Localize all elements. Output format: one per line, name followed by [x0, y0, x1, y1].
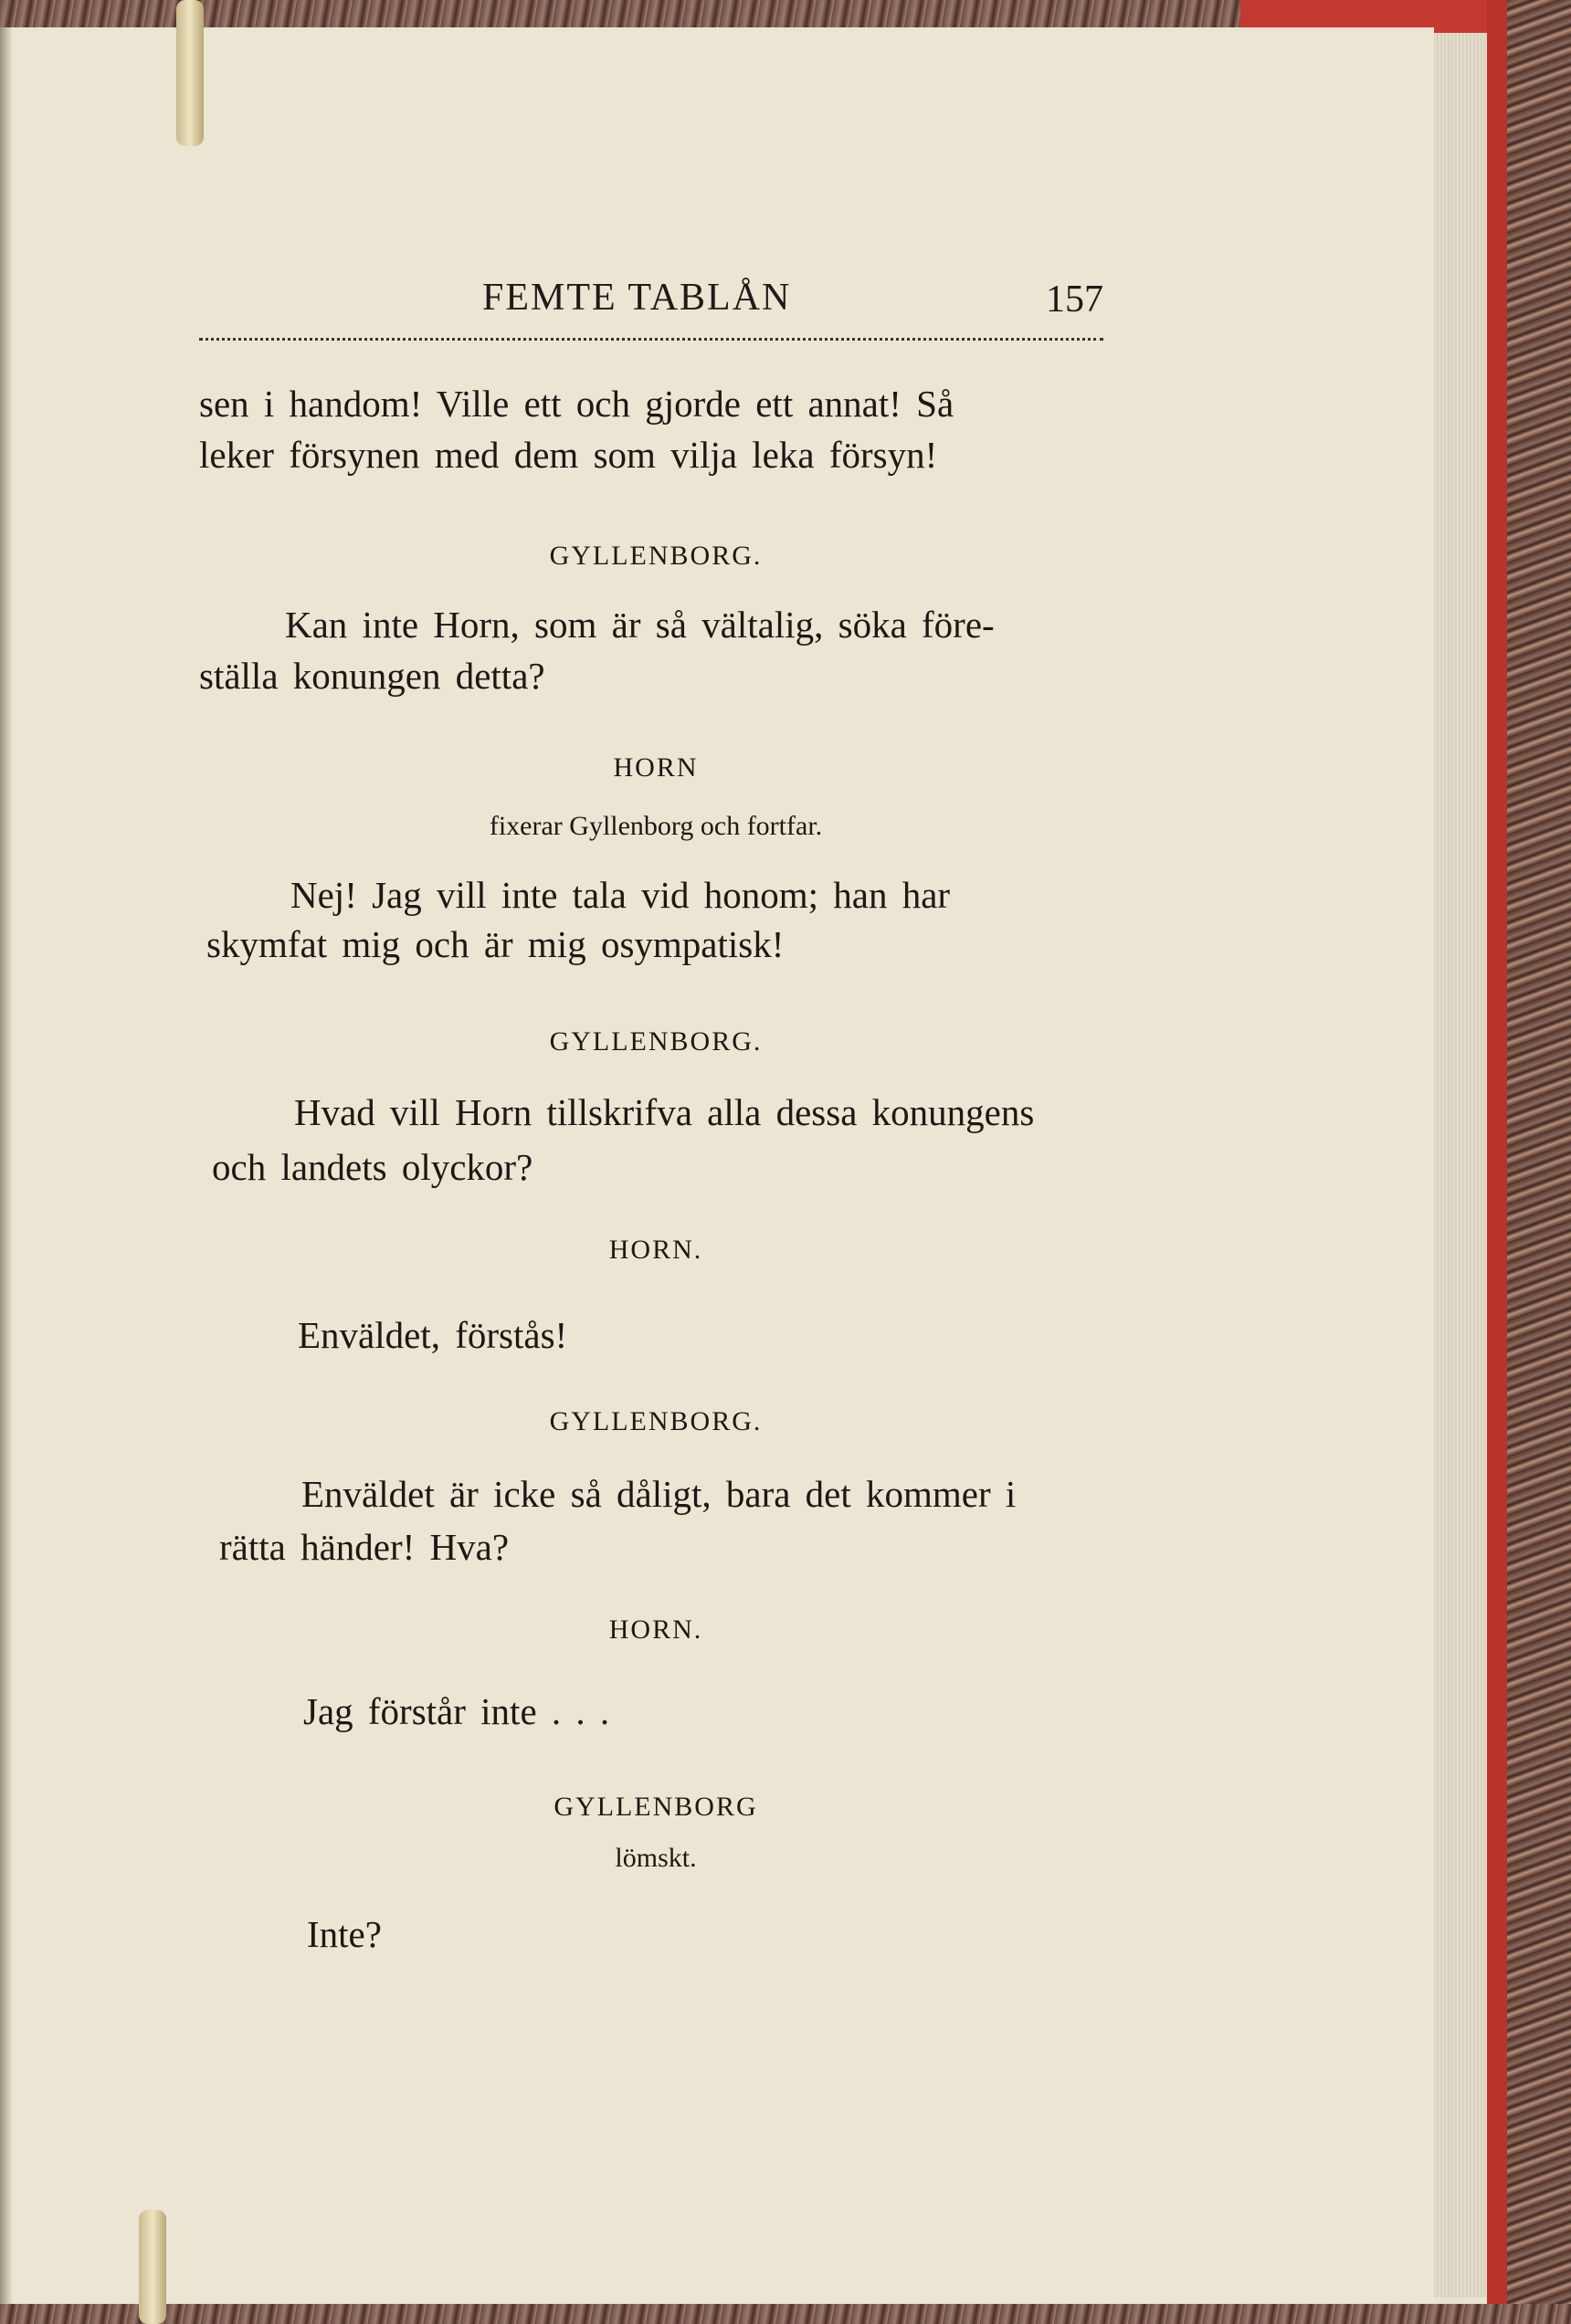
book-cover-bottom	[0, 2304, 1571, 2324]
page-gutter-shadow	[0, 27, 13, 2304]
speaker-name: GYLLENBORG.	[549, 1406, 763, 1436]
book-cover-edge	[1507, 0, 1571, 2324]
text-line: Inte?	[307, 1913, 382, 1955]
text-line: leker försynen med dem som vilja leka försyn!	[199, 434, 938, 476]
speaker-name: GYLLENBORG.	[549, 1026, 763, 1057]
speaker-name: HORN	[613, 752, 699, 783]
running-header	[199, 270, 1103, 325]
text-line: ställa konungen detta?	[199, 655, 545, 697]
running-title: FEMTE TABLÅN	[482, 277, 792, 319]
header-rule	[199, 338, 1103, 341]
speaker-name: HORN.	[608, 1235, 703, 1265]
text-line: Jag förstår inte . . .	[303, 1690, 610, 1732]
text-line: sen i handom! Ville ett och gjorde ett annat! Så	[199, 383, 954, 425]
text-line: Kan inte Horn, som är så vältalig, söka före-	[285, 604, 995, 646]
speaker-name: GYLLENBORG.	[549, 541, 763, 571]
stage-direction: lömskt.	[615, 1843, 697, 1873]
page-number: 157	[1046, 279, 1103, 321]
text-line: Enväldet, förstås!	[298, 1314, 568, 1356]
book-cover-red-edge	[1487, 0, 1507, 2324]
speaker-name: HORN.	[608, 1614, 703, 1645]
text-line: skymfat mig och är mig osympatisk!	[206, 923, 785, 965]
stage-direction: fixerar Gyllenborg och fortfar.	[489, 811, 823, 841]
text-line: Hvad vill Horn tillskrifva alla dessa konungens	[294, 1091, 1035, 1133]
text-line: Nej! Jag vill inte tala vid honom; han har	[290, 874, 951, 916]
text-line: och landets olyckor?	[212, 1146, 533, 1188]
text-line: rätta händer! Hva?	[219, 1526, 510, 1568]
bookmark-ribbon-bottom	[139, 2210, 166, 2324]
page-stack	[1432, 33, 1487, 2298]
text-line: Enväldet är icke så dåligt, bara det kommer i	[301, 1473, 1017, 1515]
speaker-name: GYLLENBORG	[554, 1792, 758, 1822]
bookmark-ribbon-top	[176, 0, 204, 146]
